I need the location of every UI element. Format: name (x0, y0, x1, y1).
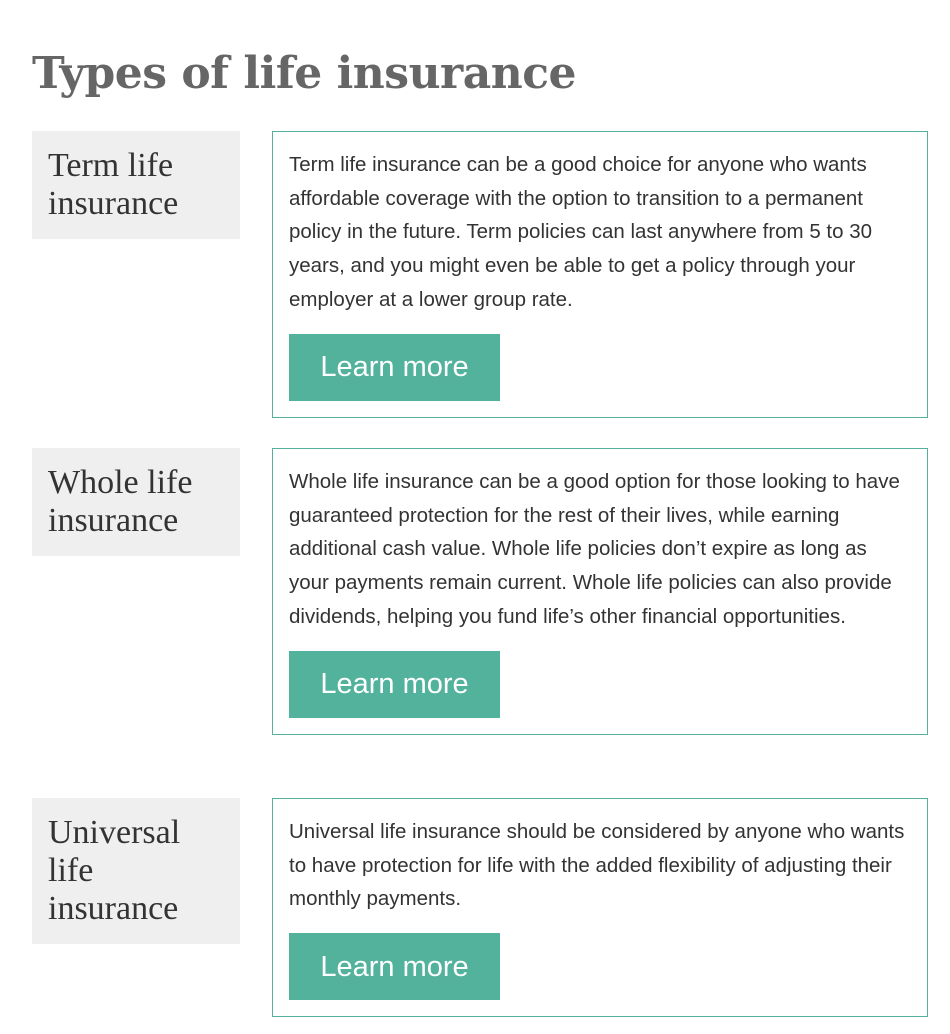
section-label: Term life insurance (32, 131, 240, 239)
learn-more-button-term[interactable]: Learn more (289, 334, 500, 401)
info-card (272, 131, 928, 418)
learn-more-button-universal[interactable]: Learn more (289, 933, 500, 1000)
card-description: Whole life insurance can be a good option for those looking to have guaranteed protection for the rest of their lives, while earning additional cash value. Whole life policies don’t expire as long as your payments remain current. Whole life policies can also provide dividends, helping you fund life’s other financial opportunities. (289, 470, 900, 628)
section-label: Whole life insurance (32, 448, 240, 556)
section-label: Universal life insurance (32, 798, 240, 944)
info-card (272, 448, 928, 735)
card-description: Term life insurance can be a good choice for anyone who wants affordable coverage with the option to transition to a permanent policy in the future. Term policies can last anywhere from 5 to 30 years, and you might even be able to get a policy through your employer at a lower group rate. (289, 153, 873, 311)
card-description: Universal life insurance should be considered by anyone who wants to have protection for life with the added flexibility of adjusting their monthly payments. (289, 820, 905, 911)
page-title: Types of life insurance (32, 48, 577, 99)
learn-more-button-whole[interactable]: Learn more (289, 651, 500, 718)
info-card (272, 798, 928, 1017)
